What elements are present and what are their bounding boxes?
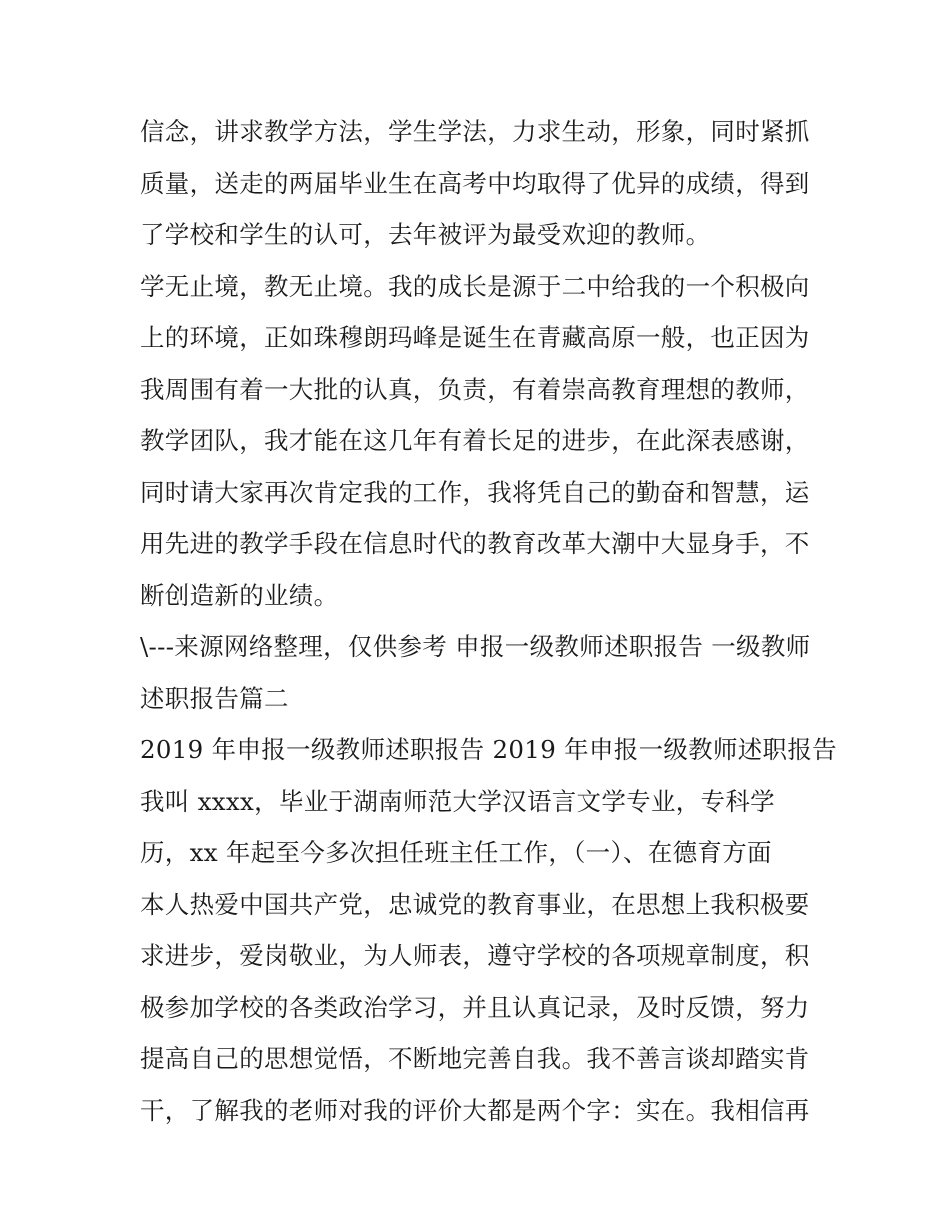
text-line: 了学校和学生的认可，去年被评为最受欢迎的教师。 bbox=[140, 220, 711, 249]
text-line: 极参加学校的各类政治学习，并且认真记录，及时反馈，努力 bbox=[140, 992, 810, 1022]
text-line: 我叫 xxxx，毕业于湖南师范大学汉语言文学专业，专科学 bbox=[140, 786, 775, 816]
text-line: 求进步，爱岗敬业，为人师表，遵守学校的各项规章制度，积 bbox=[140, 941, 810, 970]
text-line: 干，了解我的老师对我的评价大都是两个字：实在。我相信再 bbox=[140, 1095, 810, 1125]
text-line: 信念，讲求教学方法，学生学法，力求生动，形象，同时紧抓 bbox=[140, 117, 810, 146]
text-line: 历，xx 年起至今多次担任班主任工作，（一）、在德育方面 bbox=[140, 838, 772, 867]
document-body bbox=[140, 106, 837, 1136]
text-line: 断创造新的业绩。 bbox=[140, 580, 339, 610]
text-line: 提高自己的思想觉悟，不断地完善自我。我不善言谈却踏实肯 bbox=[140, 1044, 810, 1073]
text-line: 学无止境，教无止境。我的成长是源于二中给我的一个积极向 bbox=[140, 271, 810, 301]
text-line: 2019 年申报一级教师述职报告 2019 年申报一级教师述职报告 bbox=[140, 735, 837, 764]
text-line: 本人热爱中国共产党，忠诚党的教育事业，在思想上我积极要 bbox=[140, 889, 810, 919]
text-line: 同时请大家再次肯定我的工作，我将凭自己的勤奋和智慧，运 bbox=[140, 477, 810, 507]
text-line: 用先进的教学手段在信息时代的教育改革大潮中大显身手，不 bbox=[140, 529, 810, 558]
text-line: 上的环境，正如珠穆朗玛峰是诞生在青藏高原一般，也正因为 bbox=[140, 323, 810, 352]
text-line: 质量，送走的两届毕业生在高考中均取得了优异的成绩，得到 bbox=[140, 168, 810, 198]
text-line: 我周围有着一大批的认真，负责，有着崇高教育理想的教师， bbox=[140, 374, 810, 404]
text-line: \---来源网络整理，仅供参考 申报一级教师述职报告 一级教师 bbox=[140, 632, 811, 661]
text-line: 教学团队，我才能在这几年有着长足的进步，在此深表感谢， bbox=[140, 426, 810, 455]
text-line: 述职报告篇二 bbox=[140, 683, 289, 713]
